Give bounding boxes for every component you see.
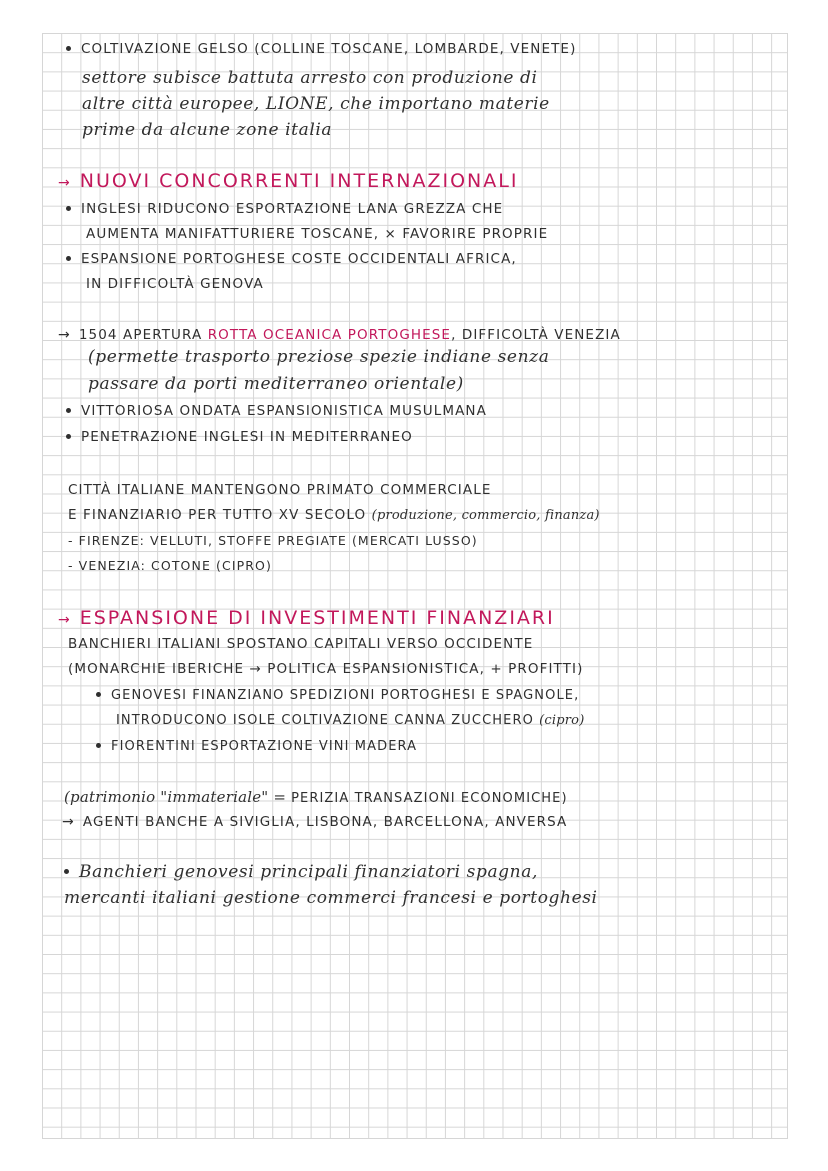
bullet-icon: [66, 46, 71, 51]
note-line-10: (permette trasporto preziose spezie indiane senza: [88, 347, 550, 367]
section-heading-nuovi-concorrenti: → NUOVI CONCORRENTI INTERNAZIONALI: [58, 170, 519, 192]
note-line-17: - VENEZIA: COTONE (CIPRO): [68, 558, 272, 573]
note-line-1: COLTIVAZIONE GELSO (COLLINE TOSCANE, LOMBARDE, VENETE): [66, 43, 576, 57]
section-heading-espansione-investimenti: → ESPANSIONE DI INVESTIMENTI FINANZIARI: [58, 607, 555, 629]
bullet-icon: [96, 743, 101, 748]
note-line-12: VITTORIOSA ONDATA ESPANSIONISTICA MUSULMANA: [66, 405, 487, 419]
note-line-23: (patrimonio "immateriale" = PERIZIA TRANSAZIONI ECONOMICHE): [64, 788, 568, 806]
note-line-5: INGLESI RIDUCONO ESPORTAZIONE LANA GREZZA CHE: [66, 203, 503, 217]
bullet-icon: [66, 256, 71, 261]
note-line-7: ESPANSIONE PORTOGHESE COSTE OCCIDENTALI AFRICA,: [66, 253, 517, 267]
note-line-3: altre città europee, LIONE, che importano materie: [82, 94, 550, 114]
note-line-8: IN DIFFICOLTÀ GENOVA: [86, 276, 264, 292]
arrow-icon: →: [62, 814, 75, 830]
arrow-icon: →: [58, 327, 71, 343]
arrow-icon: →: [58, 612, 72, 628]
note-line-6: AUMENTA MANIFATTURIERE TOSCANE, × FAVORIRE PROPRIE: [86, 226, 549, 242]
note-line-14: CITTÀ ITALIANE MANTENGONO PRIMATO COMMERCIALE: [68, 482, 492, 498]
note-line-18: BANCHIERI ITALIANI SPOSTANO CAPITALI VERSO OCCIDENTE: [68, 636, 534, 652]
grid-paper-sheet: [42, 33, 788, 1139]
note-line-4: prime da alcune zone italia: [82, 120, 333, 140]
bullet-icon: [66, 434, 71, 439]
note-line-24: → AGENTI BANCHE A SIVIGLIA, LISBONA, BARCELLONA, ANVERSA: [62, 814, 568, 830]
note-line-15: E FINANZIARIO PER TUTTO XV SECOLO (produzione, commercio, finanza): [68, 507, 600, 523]
note-line-26: mercanti italiani gestione commerci francesi e portoghesi: [64, 888, 598, 908]
highlighted-phrase: ROTTA OCEANICA PORTOGHESE: [207, 327, 452, 343]
note-line-19: (MONARCHIE IBERICHE → POLITICA ESPANSIONISTICA, + PROFITTI): [68, 661, 584, 677]
note-line-21: INTRODUCONO ISOLE COLTIVAZIONE CANNA ZUCCHERO (cipro): [116, 713, 585, 728]
note-line-20: GENOVESI FINANZIANO SPEDIZIONI PORTOGHESI E SPAGNOLE,: [96, 689, 579, 702]
note-line-13: PENETRAZIONE INGLESI IN MEDITERRANEO: [66, 431, 413, 445]
note-line-22: FIORENTINI ESPORTAZIONE VINI MADERA: [96, 740, 417, 753]
note-line-9: → 1504 APERTURA ROTTA OCEANICA PORTOGHESE, DIFFICOLTÀ VENEZIA: [58, 327, 621, 343]
note-line-11: passare da porti mediterraneo orientale): [88, 374, 464, 394]
note-line-25: Banchieri genovesi principali finanziatori spagna,: [64, 864, 538, 881]
bullet-icon: [64, 869, 69, 874]
bullet-icon: [96, 692, 101, 697]
note-line-2: settore subisce battuta arresto con produzione di: [82, 68, 538, 88]
bullet-icon: [66, 408, 71, 413]
arrow-icon: →: [58, 175, 72, 191]
bullet-icon: [66, 206, 71, 211]
note-line-16: - FIRENZE: VELLUTI, STOFFE PREGIATE (MERCATI LUSSO): [68, 533, 478, 548]
